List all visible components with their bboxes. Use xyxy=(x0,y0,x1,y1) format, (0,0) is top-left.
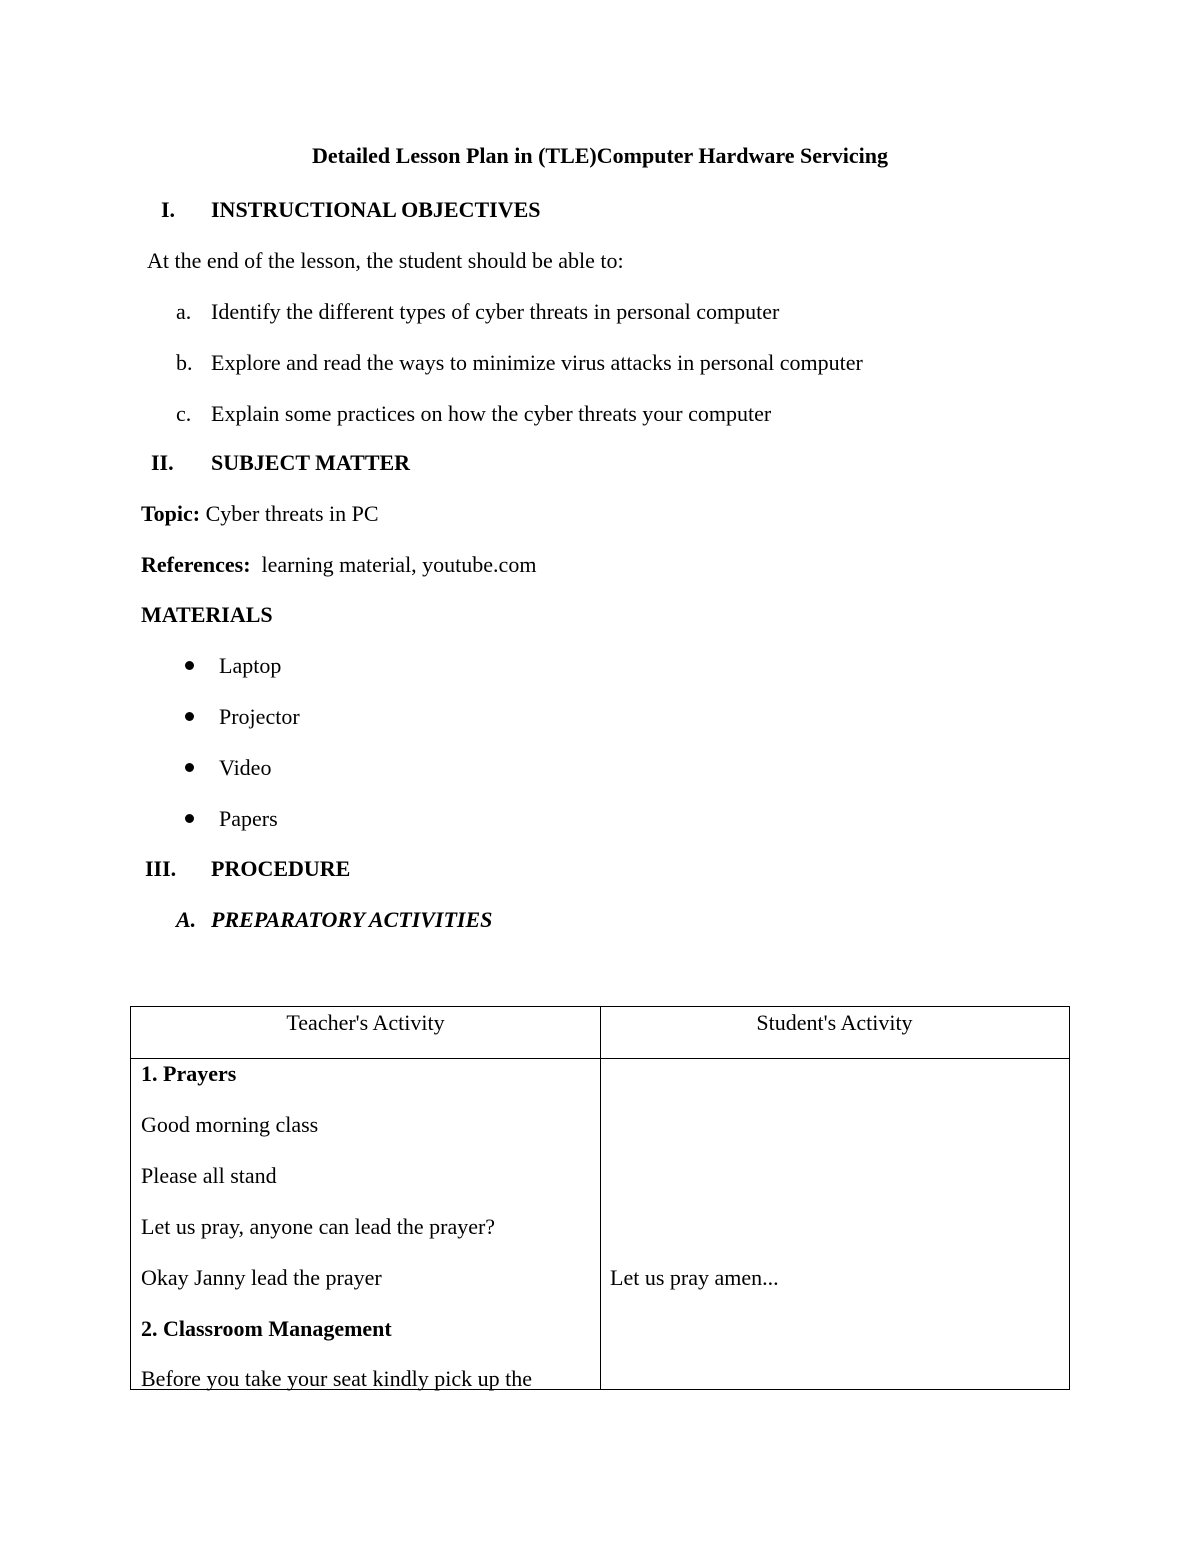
table-header-divider xyxy=(131,1058,1069,1059)
objective-c-text: Explain some practices on how the cyber threats your computer xyxy=(211,401,772,426)
material-item: Projector xyxy=(219,704,300,729)
student-activity-header: Student's Activity xyxy=(756,1010,913,1035)
topic-label: Topic: xyxy=(141,501,201,526)
table-row: Let us pray, anyone can lead the prayer? xyxy=(141,1214,496,1239)
table-row: 2. Classroom Management xyxy=(141,1316,392,1341)
page-title: Detailed Lesson Plan in (TLE)Computer Hardware Servicing xyxy=(311,143,889,168)
objective-c-letter: c. xyxy=(176,401,192,426)
material-item: Video xyxy=(219,755,272,780)
objectives-intro: At the end of the lesson, the student should be able to: xyxy=(147,248,624,273)
bullet-icon xyxy=(185,763,194,772)
section-3-numeral: III. xyxy=(145,856,177,881)
bullet-icon xyxy=(185,814,194,823)
table-row: Good morning class xyxy=(141,1112,319,1137)
materials-heading: MATERIALS xyxy=(141,602,273,627)
material-item: Papers xyxy=(219,806,278,831)
objective-a-text: Identify the different types of cyber threats in personal computer xyxy=(211,299,780,324)
topic-line xyxy=(141,500,379,528)
section-3-heading: PROCEDURE xyxy=(211,856,351,881)
objective-b-letter: b. xyxy=(176,350,193,375)
teacher-activity-header: Teacher's Activity xyxy=(286,1010,445,1035)
activity-table xyxy=(130,1006,1070,1390)
table-row: 1. Prayers xyxy=(141,1061,237,1086)
references-value: learning material, youtube.com xyxy=(261,552,537,577)
section-1-numeral: I. xyxy=(161,197,176,222)
objective-a-letter: a. xyxy=(176,299,192,324)
material-item: Laptop xyxy=(219,653,282,678)
table-row: Before you take your seat kindly pick up the xyxy=(141,1366,533,1391)
table-row: Okay Janny lead the prayer xyxy=(141,1265,382,1290)
student-response: Let us pray amen... xyxy=(610,1265,779,1290)
references-line xyxy=(141,551,536,579)
bullet-icon xyxy=(185,661,194,670)
section-2-numeral: II. xyxy=(151,450,174,475)
bullet-icon xyxy=(185,712,194,721)
references-label: References: xyxy=(141,552,251,577)
topic-value: Cyber threats in PC xyxy=(205,501,379,526)
table-row: Please all stand xyxy=(141,1163,277,1188)
subsection-a-heading: PREPARATORY ACTIVITIES xyxy=(211,907,493,932)
objective-b-text: Explore and read the ways to minimize virus attacks in personal computer xyxy=(211,350,863,375)
section-1-heading: INSTRUCTIONAL OBJECTIVES xyxy=(211,197,541,222)
section-2-heading: SUBJECT MATTER xyxy=(211,450,411,475)
table-column-divider xyxy=(600,1007,601,1389)
subsection-a-letter: A. xyxy=(176,907,197,932)
